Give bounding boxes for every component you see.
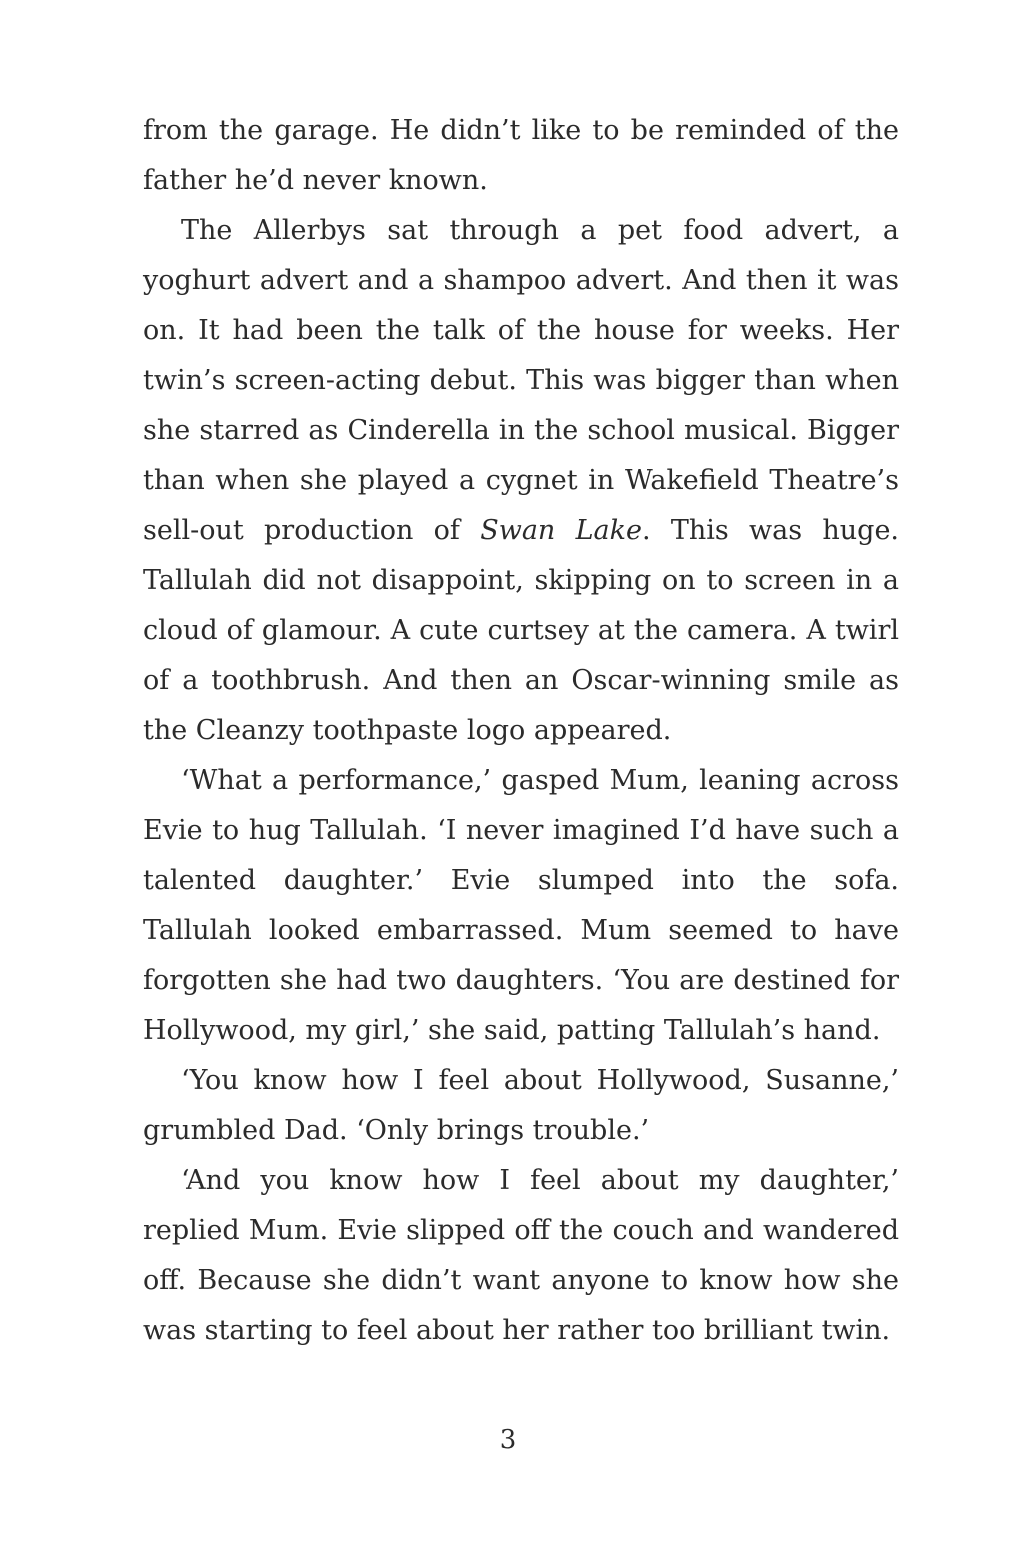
paragraph-2-start: The Allerbys sat through a pet food advert, a yoghurt advert and a shampoo advert. And then it was on. It had been the talk of the house for weeks. Her twin’s screen-acting debut. This was bigger than when she starred as Cinderella in the school musical. Bigger than when she played a cygnet in Wakefield Theatre’s sell-out production of: [143, 215, 899, 546]
paragraph-2: [143, 206, 899, 756]
paragraph-1: from the garage. He didn’t like to be reminded of the father he’d never known.: [143, 115, 899, 196]
paragraph-4: ‘You know how I feel about Hollywood, Susanne,’ grumbled Dad. ‘Only brings trouble.’: [143, 1065, 899, 1146]
paragraph-2-end: . This was huge. Tallulah did not disappoint, skipping on to screen in a cloud of glamour. A cute curtsey at the camera. A twirl of a toothbrush. And then an Oscar-winning smile as the Cleanzy toothpaste logo appeared.: [143, 515, 900, 746]
page-number: 3: [499, 1425, 517, 1455]
swan-lake-title: Swan Lake: [480, 515, 642, 546]
body-text: [143, 106, 899, 1356]
paragraph-5: ‘And you know how I feel about my daughter,’ replied Mum. Evie slipped off the couch and wandered off. Because she didn’t want anyone to know how she was starting to feel about her rather too brilliant twin.: [143, 1165, 899, 1346]
paragraph-3: ‘What a performance,’ gasped Mum, leaning across Evie to hug Tallulah. ‘I never imagined I’d have such a talented daughter.’ Evie slumped into the sofa. Tallulah looked embarrassed. Mum seemed to have forgotten she had two daughters. ‘You are destined for Hollywood, my girl,’ she said, patting Tallulah’s hand.: [143, 765, 899, 1046]
